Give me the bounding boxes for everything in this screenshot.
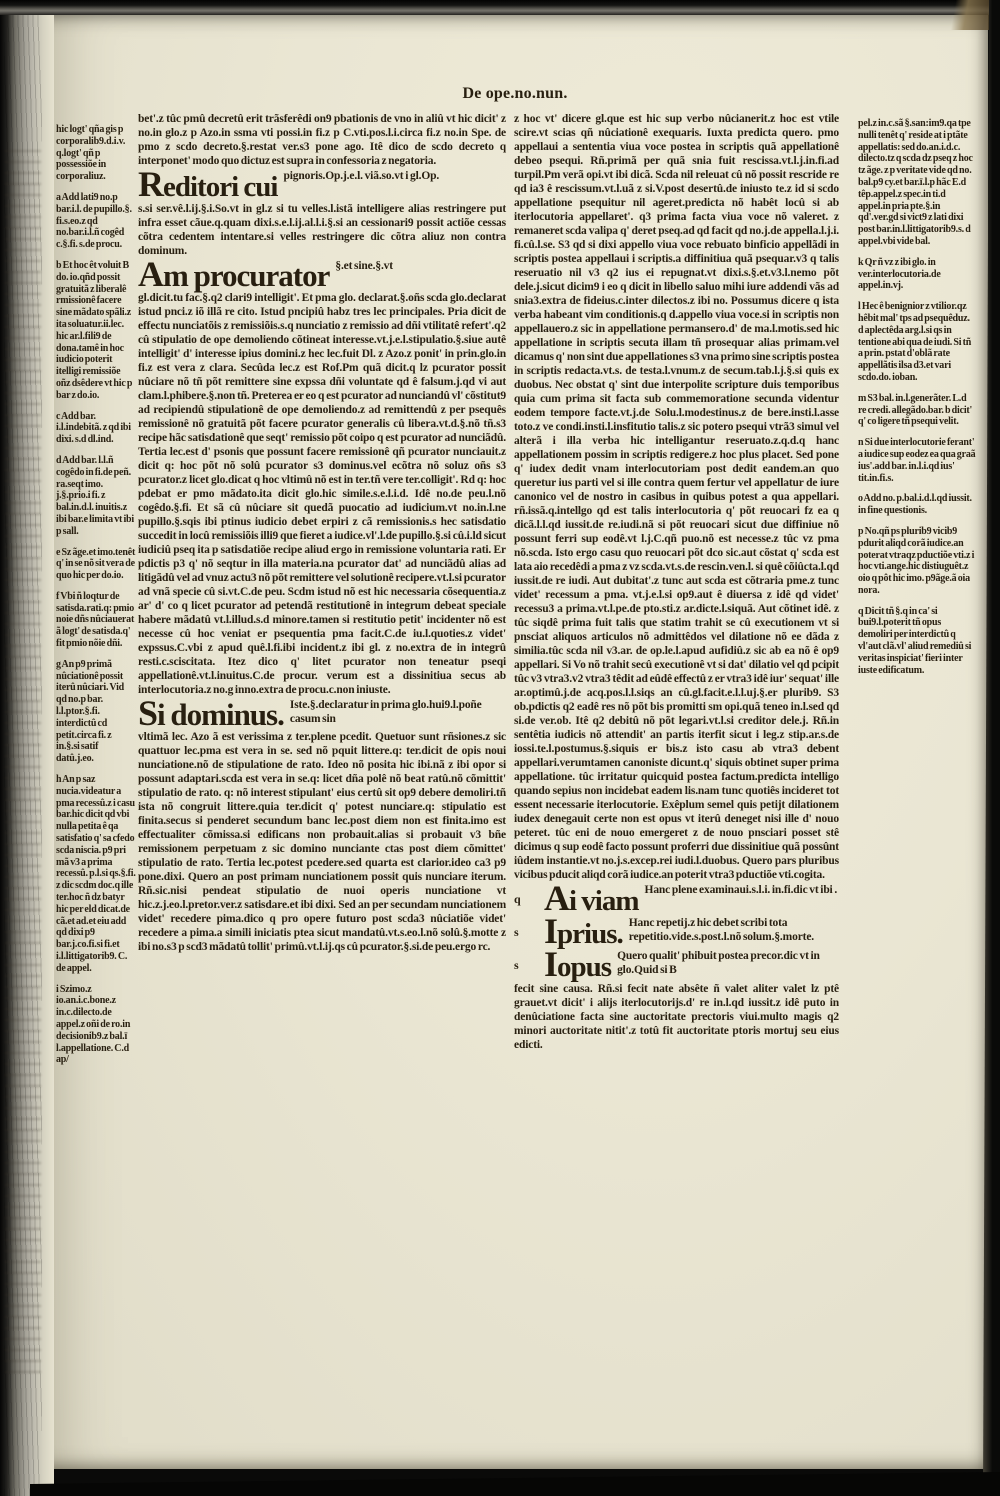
section-iprius bbox=[514, 911, 839, 951]
gutter-text-bleedthrough bbox=[5, 150, 41, 1380]
section-side-note: Hanc repetij.z hic debet scribi tota repetitio.vide.s.post.l.nõ solum.§.morte. bbox=[628, 917, 815, 943]
margin-note: d Add bar. l.l.ñ cogêdo in fi.de peñ. ra.seqt imo. j.§.prio.i fi. z bal.in.d.l. inuitis.z ibi bar.e limita vt ibi p sall. bbox=[56, 454, 134, 537]
left-margin-gloss-column bbox=[56, 124, 136, 1075]
section-title: Iopus bbox=[544, 944, 612, 984]
main-text-column-right bbox=[514, 112, 839, 1052]
margin-note: e Sz ãge.et imo.tenêt q' in se nõ sit vera de quo hic per do.io. bbox=[56, 546, 136, 582]
scan-top-edge bbox=[0, 0, 1000, 15]
margin-note: q Dicit tñ §.q in ca' si bui9.l.poterit tñ opus demoliri per interdictû q vl'aut clã.vl' aliud remediû si veritas inspiciat' fieri inter iuste edificatum. bbox=[858, 605, 972, 676]
section-heading-row bbox=[138, 164, 506, 204]
margin-note: a Add lati9 no.p bar.i.l. de pupillo.§. fi.s.eo.z qd no.bar.i.l.ñ cogêd c.§.fi. s.de procu. bbox=[56, 191, 132, 251]
section-heading-row bbox=[514, 911, 839, 951]
section-side-note: §.et sine.§.vt bbox=[335, 260, 393, 272]
section-title: Ai viam bbox=[544, 878, 639, 918]
section-title: Am procurator bbox=[138, 254, 330, 294]
section-heading-row bbox=[138, 693, 506, 733]
section-body: gl.dicit.tu fac.§.q2 clari9 intelligit'. Et pma glo. declarat.§.oñs scda glo.declarat istud pnci.z iõ illã re cito. Istud pncipiû habz tres lec principales. Pria dicit de effectu nunciatõis z remissiõis.s.q nunciatio z remissio ad dñi vtilitatê refert'.q2 cû stipulatio de ope demoliendo cõtineat interesse.vt.j.e.l.stipulatio.§.siue autê intelligit' d' interesse ipius domini.z hec lec.fuit Dl. z Azo.z ponit' in prin.glo.in fi.z est vera z clara. Secûda lec.z est Rof.Pm quã dicit.q lz pcurator possit nûciare nõ tñ põt remittere sine expssa dñi voluntate qd ê falsum.j.qd vi aut clam.l.phibere.§.non tñ. Preterea er eo q est pcurator ad nunciandû vl' cõstitut9 ad recipiendû stipulationê de ope demoliendo.z ad remittendû z per psequês remissionê nõ gratuitã põt facere pcurator generalis cû libera.vt.d.§.nõ tñ.s3 recipe hãc satisdationê que seqt' remissio põt coipo q est pcurator ad nunciãdû. Tertia lec.est d' psonis que possunt facere remissionê qñ pcurator nunciauit.z dicit q: hoc põt nõ solû pcurator s3 dominus.vel ecõtra nõ soluz oñs s3 pcurator.z licet glo.dicat q hoc vltimû nõ est in ter.tñ vere ter.colligit'. Rd q: hoc pdebat er pmo mãdato.ita dicit glo.hic simile.s.e.l.i.d. Idê no.de peu.l.nõ cogêdo.§.fi. Et sã cû nûciare sit quedã puocatio ad iudicium.vt no.in.l.ne pupillo.§.sqis ibi ptinus iudicio debet erpiri z cã remissionis.s hec satisdatio succedit in locû remissiõis illi9 que fieret a iudice.vl'.l.de pupillo.§.si cû.i.ld sicut iudiciû pseq ita p satisdatiõe recipe aliud ergo in remissione voluntaria rati. Er pdictis p3 q' nõ seqtur in illa materia.na pcurator dat' ad nunciãdû alias ad litigãdû vel ad vnuz actu3 nõ põt remittere vel solutionê recipere.vt.l.si pcurator ad vnã specie cû si.vt.C.de peu. Scdm istud nõ est hic necessaria cõsequentia.z ar' d' co q licet pcurator ad petendã restitutionê in integrum debeat speciale habere mãdatû vt.l.illud.s.d minore.tamen si restitutio petit' incidenter nõ est necesse cû hoc veniat er psequentia pma facit.C.de iu.l.quoties.z videt' expssus.C.vbi z apud quê.l.fi.ibi incident.z ibi gl. z no.extra de in integrû resti.c.sciscitata. Itez dico q' litet pcurator non teneatur pseqi appellationê.vt.l.inuitus.C.de procur. verum est a dissinitiua secus ab interlocutoria.z no.g inno.extra de procu.c.non iniuste. bbox=[138, 292, 506, 696]
margin-note: b Et hoc êt voluit B do. io.qñd possit gratuitã z liberalê rmissionê facere sine mãdato spãli.z ita soluatur.ii.lec. hic ar.l.fili9 de dona.tamê in hoc iudicio poterit itelligi remissiõe oñz dsêdere vt hic p bar z do.io. bbox=[56, 259, 133, 401]
section-title: Iprius. bbox=[544, 911, 623, 951]
margin-note: i Szimo.z io.an.i.c.bone.z in.c.dilecto.de appel.z oñi de ro.in decisionib9.z bal.ī l.appellatione. C.d ap/ bbox=[56, 983, 131, 1066]
margin-note: c Add bar. i.l.indebitã. z qd ibi dixi. s.d dl.ind. bbox=[56, 410, 131, 446]
section-heading-row bbox=[138, 254, 506, 294]
margin-note: hic logt' qña gis p corporalib9.d.i.v. q.logt' qñ p possessiõe in corporaliuz. bbox=[56, 124, 126, 183]
section-body: s.si ser.vê.l.ij.§.i.So.vt in gl.z si tu velles.l.istã intelligere alias restringere put infra esset cãue.q.quam dixi.s.e.l.ij.al.l.i.§.si an cessionari9 possit actiõe cessas cõtra cedentem intentare.si velles restringere dic cõtra aliuz non contra dominum. bbox=[138, 203, 506, 257]
section-side-note: Quero qualit' phibuit postea precor.dic vt in glo.Quid si B bbox=[617, 950, 820, 976]
section-body: fecit sine causa. Rñ.si fecit nate absête ñ valet aliter valet lz ptê grauet.vt dicit' i alijs iterlocutorijs.d' re in.l.qd iussit.z idê puto in denûciatione facta sine auctoritate prectoris viui.multo magis q2 minori auctoritate nitit'.z totû fit auctoritate ptoris mortuj seu eius edicti. bbox=[514, 983, 839, 1051]
section-am-procurator bbox=[138, 254, 506, 697]
section-reditori-cui bbox=[138, 164, 506, 258]
margin-note: pel.z in.c.sã §.san:im9.qa tpe nulli tenêt q' reside at i ptãte appellatis: sed do.an.i.d.c. dilecto.tz q scda dz pseq z hoc tz ãge. z p veritate vide qd no. bal.p9 cy.et bar.ī.l.p hãc E.d têp.appel.z spec.in ti.d appel.in pria pte.§.in qd'.ver.gd si vict9 z lati dixi post bar.in.l.littigatorib9.s. d appel.vbi vide bal. bbox=[858, 118, 973, 247]
paragraph-mark: s bbox=[514, 925, 519, 939]
section-body: vltimã lec. Azo ã est verissima z ter.plene pcedit. Quetuor sunt rñsiones.z sic quattuor lec.pma est vera in se. sed nõ pquit littere.q: ter.dicit de opis noui nunciatione.nõ de stipulatione de rato. Ideo nõ posita hic ibi.nã z ibi opor si possunt adaptari.scda est vera in se.q: licet dña polê nõ beat ratû.nõ cõmittit' stipulatio de rato. q: nõ interest stipulant' eius certû sit op9 debere demoliri.tñ ista nõ congruit littere.quia ter.dicit q' potest nunciare.q: stipulatio est finita.secus si penderet secundum banc lec.post diem non est finita.imo est effectualiter cõmissa.si edificans non probauit.alias si probauit v3 bñe remissionem perpetuam z sic domino nunciante ctas post diem cõmittet' stipulatio de rato. Tertia lec.potest pcedere.sed quarta est clarior.ideo ca3 p9 pone.dixi. Quero an post primam nunciationem possit quis nunciare iterum. Rñ.sic.nisi pendeat stipulatio de nuoi operis nunciatione vt hic.z.j.eo.l.pretor.ver.z satisdare.et ibi dixi. Sed an per secundam nunciationem videt' recedere pima.dico q pro opere futuro post scda3 nûciatiõe videt' recedere a pima.a simili iniciatis ptea sicut mandatû.vt.s.eo.l.nõ solû.§.motte z ibi no.s3 p scd3 mãdatû tollit' primû.vt.l.ij.qs cû pcurator.§.si.de peu.ergo rc. bbox=[138, 731, 506, 953]
section-side-note: Hanc plene examinaui.s.l.i. in.fi.dic vt ibi . bbox=[644, 884, 838, 896]
section-ai-viam bbox=[514, 878, 839, 918]
section-heading-row bbox=[514, 878, 839, 918]
scan-bottom-edge bbox=[30, 1466, 1000, 1496]
running-head: De ope.no.nun. bbox=[462, 85, 568, 102]
section-heading-row bbox=[514, 944, 839, 984]
margin-note: n Si due interlocutorie ferant' a iudice sup eodez ea qua graã ius'.add bar. in.l.i.qd ius' tit.in.fi.s. bbox=[858, 437, 976, 484]
paragraph-body: z hoc vt' dicere gl.que est hic sup verbo nûcianerit.z hoc est vtile scire.vt scias qñ nûciationê exequaris. Iuxta predicta quero. pmo appellaui a sententia viua voce postea in scriptis quã appellationê debeo psequi. Rñ.primã per quã snia fuit rescissa.vt.l.j.in.fi.ad turpil.Pm verã opi.vt ibi dicã. Scda nil releuat cû nõ possit rescride re qd ia3 ê rescissum.vt.l.uã z si.V.post desertû.de iniusto te.z id si scdo appellatione psequitur nil ageret.predicta nõ habêt locû si ab iterlocutoria appellaret'. q3 prima facta viua voce nõ valeret. z remaneret scda valipa q' deret pseq.ad qd facit qd no.j.de appella.l.j.i. fi.cû.l.se. S3 qd si dixi appello viua voce rebuato binficio appellãdi in scriptis postea appellaui i scriptis.a diffinitiua quã psequar.v3 q talis reseruatio nil v3 q2 ius ei repugnat.vt dixi.s.§.et.v3.l.nemo põt dele.j.sicut dicim9 i eo q dicit in libello saluo mihi iure addendi vãs ad snia3.extra de fideius.c.inter dilectos.z ibi no. Possumus dicere q ista verba habeant vim conditionis.q d.appello viua voce.si in scriptis non appellauero.z sic in appellatione permansero.d' de ma.l.motis.sed hic appellatione in scriptis secuta illam tñ prosequar alias primam.vel dicamus q' non sint due appellationes s3 vna primo sine scriptis postea in scriptis redacta.vt.s. de testa.l.vnum.z de secum.tab.l.j.§.si quis ex duobus. Nec obstat q' sint due interpolite scripture duis temporibus quia cum prima sit facta sub commemoratione secunda videntur eodem tempore facte.vt.j.de Solu.l.modestinus.z de bere.insti.l.asse toto.z ve condi.insti.l.insfitutio talis.z sic potero psequi vtrã3 simul vel alterã i illa verba hic intelligantur reseruato.z.q.d.q hanc appellationem possim in scriptis redigere.z hoc plus placet. Sed pone q' iudex dedit vnam interlocutoriam post dedit eandem.an quo queretur ius parti vel si ille contra quem fertur vel appellatur de iure canonico vel de nostro in casibus in quibus potest a qua appellari. rñ.issã.q.intellgo qd est talis interlocutoria q' põt reuocari fz ea q dicã.l.l.qd iussit.de re.iudi.nã si põt reuocari sicut due diffiniue nõ possunt ferri sup eodê.vt l.j.C.qñ puo.nõ est necesse.z tûc vz pma nõ.scda. Isto ergo casu quo reuocari põt dco sic.aut cõstat q' scda est lata aio recedêdi a pma z vz scda.vt.s.de rescin.ven.l. si quê cõiûcta.l.qd iussit.de re iudi. Aut dubitat'.z tunc aut scda est cõtraria pme.z tunc videt' recessum a pma. vt.j.e.l.si op9.aut ê diuersa z idê qd videt' recessu3 a prima.vt.l.pe.de pto.sti.z ar.dicte.l.siquã. Aut cõtinet idê. z tûc siqdê prima fuit talis que statim trahit se cû executionem vt si pnsciat aliquos articulos nõ admittêdos vel dilatione nõ ee dãda z similia.tûc scda nil v3.ar. de op.le.l.apud aufidiû.z sic ab ea nõ ê op9 appellari. Si Vo nõ trahit secû executionê vt si dat' dilatio vel qd pcipit tûc v3 vtra3.v2 vtra3 têdit ad eûdê effectû z er vtra3 idê iur' sequat' ille ar.optimû.j.de acq.pos.l.l.siqs an cû.gl.facit.e.l.l.uj.§.er plurib9. S3 ob.pdictis q2 eadê res nõ põt bis promitti sm opi.quã teneo in.l.sed qd si.de ver.ob. Itê q2 debitû nõ põt legari.vt.l.si creditor dele.j. Rñ.in sentêtia iudicis nõ attendit' an partis iterfit sicut i leg.z stip.ar.s.de iossi.te.l.postumus.§.siquis er bis.z isto casu ab vtra3 debent appellari.verumtamen canoniste dicunt.q' siquis obtinet super prima appellatione. tûc irritatur quicquid postea factum.predicta intelligo quando sepius non incidebat eadem lis.nam tunc quotiês incideret tot essent necessarie iterlocutorie. Exêplum semel quis petijt dilationem iudex denegauit certe non est opus vt iterû deneget nisi ille d' nouo peteret. tûc eni de nouo emergeret z de nouo pnsciari posset stê dicimus q sup eodê facto possunt proferri due dissinitiue quã possûnt iûdem instantie.vt no.j.s.excep.rei iudi.l.duobus. Quero pars pluribus vicibus pducit aliqd corã iudice.an poterit vtra3 pductiõe vti.cogita. bbox=[514, 113, 839, 881]
section-side-note: pignoris.Op.j.e.l. viã.so.vt i gl.Op. bbox=[283, 170, 440, 182]
margin-note: k Qr ñ vz z ibi glo. in ver.interlocutoria.de appel.in.vj. bbox=[858, 256, 941, 292]
section-title: Si dominus. bbox=[138, 693, 284, 733]
paragraph-mark: q bbox=[514, 892, 521, 906]
section-iopus bbox=[514, 944, 839, 1052]
section-title: Reditori cui bbox=[138, 164, 278, 204]
margin-note: f Vbi ñ loqtur de satisda.rati.q: pmio noie dñs nûciauerat ã logt' de satisda.q' fit pmio nõie dñi. bbox=[56, 590, 135, 650]
margin-note: o Add no. p.bal.i.d.l.qd iussit. in fine questionis. bbox=[858, 493, 972, 517]
main-text-column-left bbox=[138, 112, 506, 954]
paragraph-mark: s bbox=[514, 958, 519, 972]
paragraph-continuation: bet'.z tûc pmû decretû erit trãsferêdi on9 pbationis de vno in aliû vt hic dicit' z no.in glo.z p Azo.in ssma vti possi.in fi.z p C.vti.pos.l.i.circa fi.z no.in Spe. de pmo z scdo decreto.§.restat ver.s3 pone ago. Itê dico de scdo decreto q interponet' modo quo dictuz est supra in confessoria z negatoria. bbox=[138, 113, 506, 167]
margin-note: g An p9 primã nûciationê possit iterû nûciari. Vid qd no.p bar. l.l.ptor.§.fi. interdictû cd petit.circa fi. z in.§.si satif datû.j.eo. bbox=[56, 658, 125, 765]
margin-note: l Hec ê benignior z vtilior.qz hêbit mal' tps ad psequêduz. d aplectêda arg.l.si qs in tentione abi qua de iudi. Si tñ a prin. pstat d'oblã rate appellãtis ilsa d3.et vari scdo.do. ioban. bbox=[858, 301, 972, 383]
page-corner-top-right bbox=[922, 0, 992, 30]
section-side-note: Iste.§.declaratur in prima glo.hui9.l.poñe casum sin bbox=[289, 699, 482, 725]
section-si-dominus bbox=[138, 693, 506, 954]
right-margin-gloss-column bbox=[858, 118, 976, 685]
margin-note: m S3 bal. in.l.generãter. L.d re credi. allegãdo.bar. b dicit' q' co ligere tñ psequi velit. bbox=[858, 392, 973, 428]
margin-note: h An p saz nucia.videatur a pma recessû.z i casu bar.hic dicit qd vbi nulla petita ê qa satisfatio q' sa cfedo scda niscia. p9 pri mã v3 a prima recessû. p.l.si qs.§.fi. z dic scdm doc.q ille ter.hoc ñ dz batyr hic per eld dicat.de cã.et ad.et eiu add qd dixi p9 bar.j.co.fi.si fi.et i.l.littigatorib9. C. de appel. bbox=[56, 774, 136, 974]
margin-note: p No.qñ ps plurib9 vicib9 pdurit aliqd corã iudice.an poterat vtraqz pductiõe vti.z i hoc vti.ange.hic distiuguêt.z oio q pôt hic imo. p9ãge.ã oia nora. bbox=[858, 525, 975, 596]
